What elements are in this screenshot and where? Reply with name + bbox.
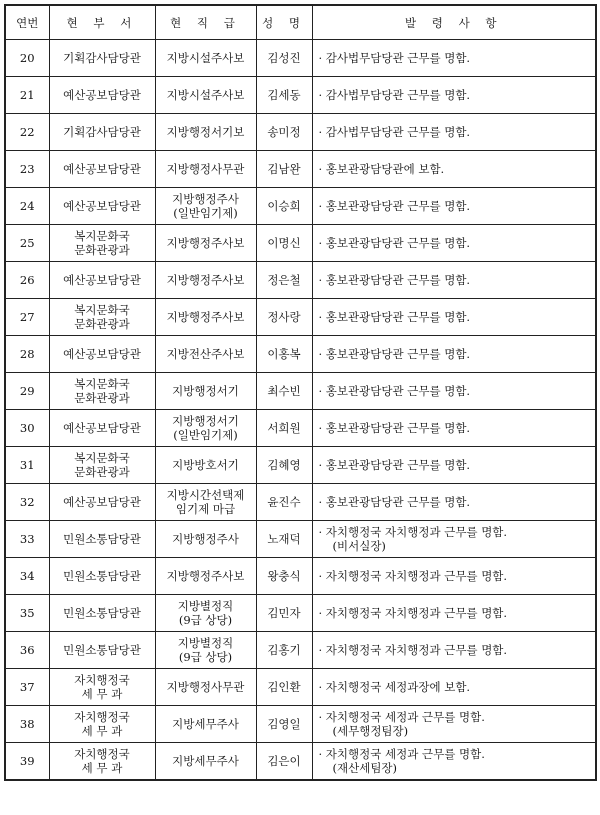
table-row — [5, 558, 596, 595]
table-row — [5, 299, 596, 336]
appointment-cell-line: · 홍보관광담당관에 보함. — [318, 162, 445, 176]
rank-cell-line: 지방방호서기 — [172, 458, 239, 472]
rank-cell — [155, 77, 256, 114]
department-cell — [49, 336, 155, 373]
name-cell: 김영일 — [256, 706, 312, 743]
serial-no-cell: 37 — [5, 669, 49, 706]
appointment-cell-line: (재산세팀장) — [332, 761, 398, 775]
rank-cell — [155, 151, 256, 188]
appointment-cell — [312, 743, 596, 781]
table-row — [5, 262, 596, 299]
serial-no-cell: 32 — [5, 484, 49, 521]
department-cell-line: 세 무 과 — [81, 761, 123, 775]
header-name: 성 명 — [256, 5, 312, 40]
serial-no-cell: 24 — [5, 188, 49, 225]
department-cell — [49, 447, 155, 484]
rank-cell-line: 지방행정사무관 — [166, 162, 245, 176]
rank-cell — [155, 262, 256, 299]
appointment-cell — [312, 484, 596, 521]
rank-cell-line: 지방행정주사보 — [166, 310, 245, 324]
rank-cell-line: 지방세무주사 — [172, 754, 239, 768]
rank-cell-line: 지방행정서기보 — [166, 125, 245, 139]
rank-cell — [155, 558, 256, 595]
appointment-cell-line: · 자치행정국 자치행정과 근무를 명함. — [318, 569, 508, 583]
rank-cell-line: 지방별정직 — [177, 636, 234, 650]
appointment-cell — [312, 373, 596, 410]
appointment-cell — [312, 521, 596, 558]
department-cell-line: 복지문화국 — [74, 451, 130, 465]
rank-cell-line: 지방행정주사보 — [166, 569, 245, 583]
department-cell — [49, 373, 155, 410]
rank-cell-line: 지방행정주사보 — [166, 273, 245, 287]
header-serial-no: 연번 — [5, 5, 49, 40]
name-cell: 김홍기 — [256, 632, 312, 669]
serial-no-cell: 25 — [5, 225, 49, 262]
department-cell — [49, 706, 155, 743]
name-cell: 김인환 — [256, 669, 312, 706]
header-current-department: 현 부 서 — [49, 5, 155, 40]
department-cell-line: 문화관광과 — [74, 465, 130, 479]
table-row — [5, 336, 596, 373]
department-cell-line: 자치행정국 — [74, 710, 130, 724]
name-cell: 왕충식 — [256, 558, 312, 595]
serial-no-cell: 35 — [5, 595, 49, 632]
department-cell — [49, 410, 155, 447]
rank-cell — [155, 336, 256, 373]
serial-no-cell: 39 — [5, 743, 49, 781]
name-cell: 김은이 — [256, 743, 312, 781]
department-cell — [49, 521, 155, 558]
serial-no-cell: 30 — [5, 410, 49, 447]
department-cell — [49, 151, 155, 188]
department-cell — [49, 188, 155, 225]
department-cell-line: 문화관광과 — [74, 391, 130, 405]
appointment-cell-line: · 자치행정국 자치행정과 근무를 명함. — [318, 643, 508, 657]
name-cell: 이홍복 — [256, 336, 312, 373]
department-cell-line: 문화관광과 — [74, 317, 130, 331]
rank-cell — [155, 521, 256, 558]
table-row — [5, 151, 596, 188]
appointment-cell — [312, 188, 596, 225]
name-cell: 김세동 — [256, 77, 312, 114]
serial-no-cell: 36 — [5, 632, 49, 669]
rank-cell-line: 지방시간선택제 — [166, 488, 245, 502]
name-cell: 김민자 — [256, 595, 312, 632]
appointment-cell-line: · 홍보관광담당관 근무를 명함. — [318, 236, 471, 250]
department-cell-line: 예산공보담당관 — [63, 199, 141, 213]
table-row — [5, 595, 596, 632]
rank-cell — [155, 743, 256, 781]
appointment-cell — [312, 114, 596, 151]
rank-cell — [155, 669, 256, 706]
appointment-cell-line: · 자치행정국 세정과장에 보함. — [318, 680, 471, 694]
header-row — [5, 5, 596, 40]
department-cell-line: 예산공보담당관 — [63, 273, 141, 287]
rank-cell-line: 지방행정사무관 — [166, 680, 245, 694]
rank-cell — [155, 40, 256, 77]
appointment-cell — [312, 151, 596, 188]
department-cell-line: 세 무 과 — [81, 724, 123, 738]
table-row — [5, 743, 596, 781]
rank-cell — [155, 447, 256, 484]
table-row — [5, 373, 596, 410]
department-cell — [49, 743, 155, 781]
table-row — [5, 706, 596, 743]
appointment-cell-line: · 홍보관광담당관 근무를 명함. — [318, 421, 471, 435]
header-appointment: 발 령 사 항 — [312, 5, 596, 40]
department-cell-line: 세 무 과 — [81, 687, 123, 701]
rank-cell — [155, 706, 256, 743]
department-cell — [49, 558, 155, 595]
appointment-cell — [312, 632, 596, 669]
table-body — [5, 40, 596, 781]
appointment-cell-line: · 감사법무담당관 근무를 명함. — [318, 125, 471, 139]
appointment-cell-line: · 홍보관광담당관 근무를 명함. — [318, 495, 471, 509]
rank-cell-line: 지방시설주사보 — [166, 88, 245, 102]
appointment-cell-line: · 홍보관광담당관 근무를 명함. — [318, 458, 471, 472]
table-row — [5, 114, 596, 151]
serial-no-cell: 26 — [5, 262, 49, 299]
appointment-cell — [312, 558, 596, 595]
appointment-cell — [312, 77, 596, 114]
appointment-cell-line: · 홍보관광담당관 근무를 명함. — [318, 384, 471, 398]
name-cell: 정은철 — [256, 262, 312, 299]
serial-no-cell: 20 — [5, 40, 49, 77]
appointment-cell — [312, 595, 596, 632]
table-row — [5, 521, 596, 558]
name-cell: 노재덕 — [256, 521, 312, 558]
name-cell: 김혜영 — [256, 447, 312, 484]
serial-no-cell: 23 — [5, 151, 49, 188]
rank-cell-line: 임기제 마급 — [175, 502, 236, 516]
name-cell: 이명신 — [256, 225, 312, 262]
rank-cell — [155, 595, 256, 632]
appointment-cell — [312, 262, 596, 299]
table-row — [5, 77, 596, 114]
table-row — [5, 484, 596, 521]
appointment-cell — [312, 706, 596, 743]
rank-cell-line: (일반임기제) — [173, 206, 238, 220]
appointment-cell-line: · 홍보관광담당관 근무를 명함. — [318, 310, 471, 324]
appointment-cell — [312, 225, 596, 262]
rank-cell — [155, 225, 256, 262]
name-cell: 김남완 — [256, 151, 312, 188]
serial-no-cell: 22 — [5, 114, 49, 151]
department-cell — [49, 262, 155, 299]
department-cell — [49, 225, 155, 262]
serial-no-cell: 38 — [5, 706, 49, 743]
department-cell-line: 복지문화국 — [74, 303, 130, 317]
rank-cell-line: (9급 상당) — [178, 650, 233, 664]
rank-cell — [155, 114, 256, 151]
appointment-cell-line: · 자치행정국 세정과 근무를 명함. — [318, 747, 485, 761]
rank-cell-line: 지방행정주사 — [172, 192, 239, 206]
serial-no-cell: 21 — [5, 77, 49, 114]
serial-no-cell: 28 — [5, 336, 49, 373]
rank-cell-line: 지방전산주사보 — [166, 347, 245, 361]
name-cell: 이승희 — [256, 188, 312, 225]
serial-no-cell: 27 — [5, 299, 49, 336]
appointment-cell-line: · 감사법무담당관 근무를 명함. — [318, 51, 471, 65]
department-cell-line: 자치행정국 — [74, 673, 130, 687]
rank-cell-line: (일반임기제) — [173, 428, 238, 442]
department-cell — [49, 77, 155, 114]
name-cell: 김성진 — [256, 40, 312, 77]
header-current-rank: 현 직 급 — [155, 5, 256, 40]
department-cell-line: 기획감사담당관 — [63, 125, 141, 139]
department-cell — [49, 114, 155, 151]
department-cell-line: 예산공보담당관 — [63, 347, 141, 361]
rank-cell-line: (9급 상당) — [178, 613, 233, 627]
serial-no-cell: 31 — [5, 447, 49, 484]
department-cell — [49, 669, 155, 706]
table-row — [5, 410, 596, 447]
rank-cell-line: 지방행정주사 — [172, 532, 239, 546]
name-cell: 서희원 — [256, 410, 312, 447]
appointment-cell-line: · 홍보관광담당관 근무를 명함. — [318, 199, 471, 213]
appointment-cell — [312, 447, 596, 484]
rank-cell — [155, 373, 256, 410]
appointment-cell-line: (세무행정팀장) — [332, 724, 409, 738]
rank-cell-line: 지방행정서기 — [172, 414, 239, 428]
department-cell — [49, 632, 155, 669]
appointment-cell-line: · 자치행정국 자치행정과 근무를 명함. — [318, 606, 508, 620]
department-cell-line: 예산공보담당관 — [63, 421, 141, 435]
department-cell-line: 기획감사담당관 — [63, 51, 141, 65]
name-cell: 정사랑 — [256, 299, 312, 336]
department-cell-line: 복지문화국 — [74, 229, 130, 243]
department-cell-line: 예산공보담당관 — [63, 88, 141, 102]
rank-cell-line: 지방시설주사보 — [166, 51, 245, 65]
department-cell-line: 자치행정국 — [74, 747, 130, 761]
serial-no-cell: 33 — [5, 521, 49, 558]
name-cell: 송미정 — [256, 114, 312, 151]
rank-cell — [155, 632, 256, 669]
table-row — [5, 188, 596, 225]
department-cell-line: 예산공보담당관 — [63, 162, 141, 176]
department-cell-line: 민원소통담당관 — [63, 532, 141, 546]
table-row — [5, 225, 596, 262]
department-cell — [49, 40, 155, 77]
personnel-order-table — [4, 4, 597, 781]
appointment-cell-line: · 홍보관광담당관 근무를 명함. — [318, 273, 471, 287]
rank-cell-line: 지방별정직 — [177, 599, 234, 613]
appointment-cell-line: · 감사법무담당관 근무를 명함. — [318, 88, 471, 102]
appointment-cell-line: (비서실장) — [332, 539, 386, 553]
appointment-cell — [312, 336, 596, 373]
department-cell-line: 예산공보담당관 — [63, 495, 141, 509]
appointment-cell-line: · 홍보관광담당관 근무를 명함. — [318, 347, 471, 361]
appointment-cell — [312, 40, 596, 77]
department-cell — [49, 299, 155, 336]
department-cell-line: 민원소통담당관 — [63, 569, 141, 583]
rank-cell-line: 지방행정주사보 — [166, 236, 245, 250]
appointment-cell-line: · 자치행정국 세정과 근무를 명함. — [318, 710, 485, 724]
appointment-cell-line: · 자치행정국 자치행정과 근무를 명함. — [318, 525, 508, 539]
department-cell — [49, 595, 155, 632]
department-cell — [49, 484, 155, 521]
table-row — [5, 632, 596, 669]
department-cell-line: 복지문화국 — [74, 377, 130, 391]
appointment-cell — [312, 410, 596, 447]
name-cell: 윤진수 — [256, 484, 312, 521]
name-cell: 최수빈 — [256, 373, 312, 410]
rank-cell-line: 지방행정서기 — [172, 384, 239, 398]
rank-cell — [155, 410, 256, 447]
table-row — [5, 40, 596, 77]
appointment-cell — [312, 669, 596, 706]
table-row — [5, 669, 596, 706]
rank-cell — [155, 299, 256, 336]
department-cell-line: 민원소통담당관 — [63, 643, 141, 657]
rank-cell — [155, 484, 256, 521]
table-row — [5, 447, 596, 484]
department-cell-line: 문화관광과 — [74, 243, 130, 257]
rank-cell — [155, 188, 256, 225]
department-cell-line: 민원소통담당관 — [63, 606, 141, 620]
serial-no-cell: 34 — [5, 558, 49, 595]
serial-no-cell: 29 — [5, 373, 49, 410]
rank-cell-line: 지방세무주사 — [172, 717, 239, 731]
appointment-cell — [312, 299, 596, 336]
